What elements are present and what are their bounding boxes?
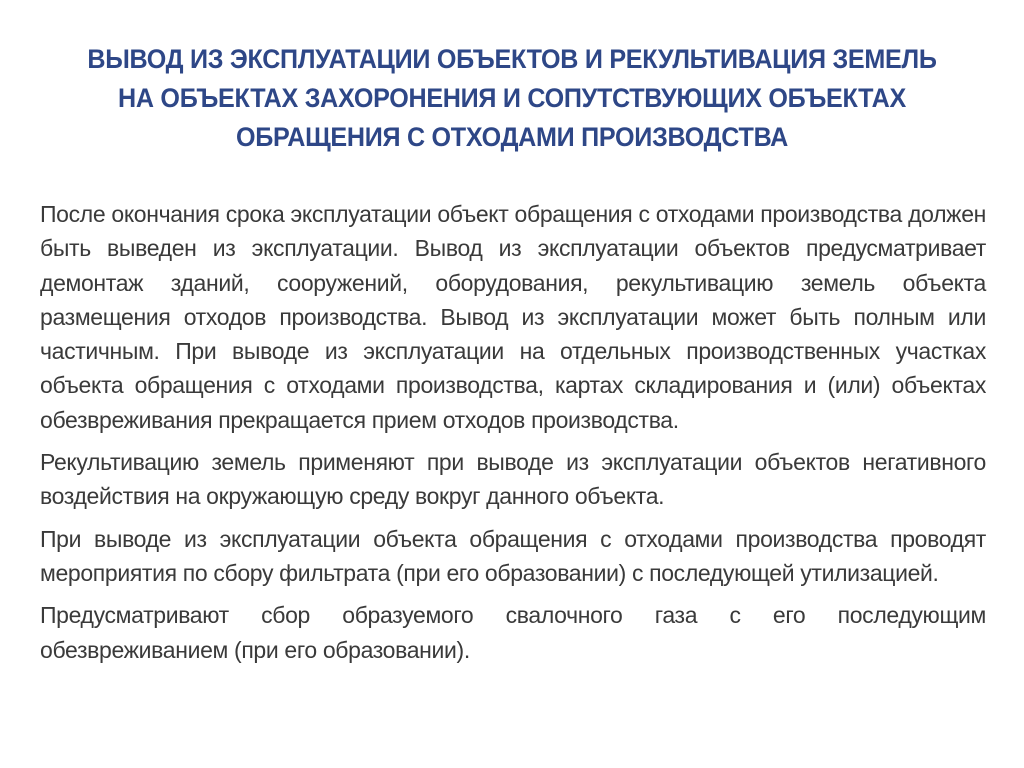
paragraph-landfill-gas: Предусматривают сбор образуемого свалочного газа с его последующим обезвреживанием (при его образовании). <box>40 602 986 663</box>
slide-title <box>64 40 961 157</box>
paragraph-filtrate-collection: При выводе из эксплуатации объекта обращения с отходами производства проводят мероприятия по сбору фильтрата (при его образовании) с последующей утилизацией. <box>40 525 986 586</box>
title-line-3: ОБРАЩЕНИЯ С ОТХОДАМИ ПРОИЗВОДСТВА <box>235 122 789 152</box>
slide-body <box>40 197 986 675</box>
title-line-2: НА ОБЪЕКТАХ ЗАХОРОНЕНИЯ И СОПУТСТВУЮЩИХ ОБЪЕКТАХ <box>118 83 906 113</box>
paragraph-decommissioning: После окончания срока эксплуатации объект обращения с отходами производства должен быть выведен из эксплуатации. Вывод из эксплуатации объектов предусматривает демонтаж зданий, сооружений, оборудования, рекультивацию земель объекта размещения отходов производства. Вывод из эксплуатации может быть полным или частичным. При выводе из эксплуатации на отдельных производственных участках объекта обращения с отходами производства, картах складирования и (или) объектах обезвреживания прекращается прием отходов производства. <box>40 201 986 433</box>
title-line-1: ВЫВОД ИЗ ЭКСПЛУАТАЦИИ ОБЪЕКТОВ И РЕКУЛЬТИВАЦИЯ ЗЕМЕЛЬ <box>87 44 937 74</box>
paragraph-land-reclamation: Рекультивацию земель применяют при выводе из эксплуатации объектов негативного воздействия на окружающую среду вокруг данного объекта. <box>40 449 986 510</box>
